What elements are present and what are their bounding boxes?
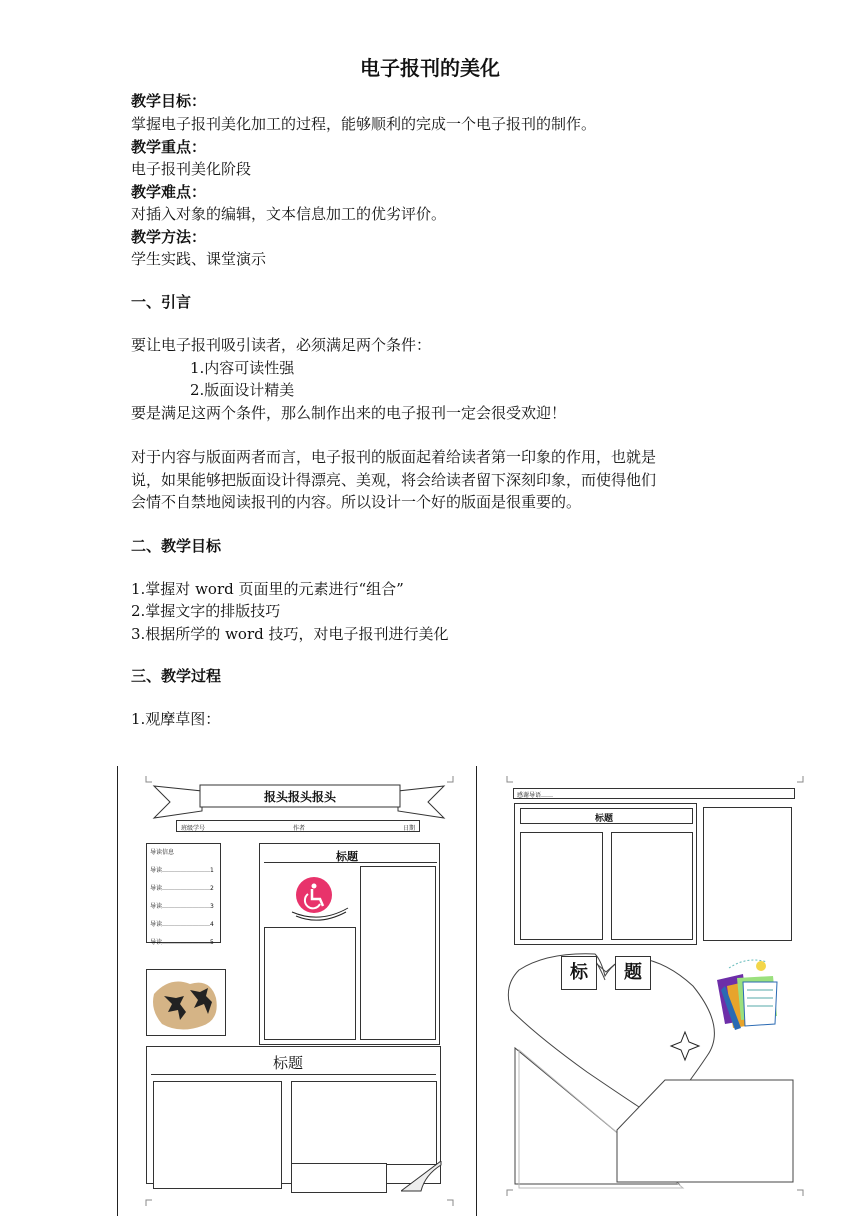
toc-item: 导读……………………5 [150,939,214,946]
page-title: 电子报刊的美化 [360,56,500,80]
title-underline [151,1074,436,1075]
leaves-clipart-icon [150,974,222,1032]
header-text: 感谢导语…… [517,792,554,799]
text-box [611,832,693,940]
info-class: 班级学号 [181,825,206,832]
toc-title: 导读信息 [150,849,175,856]
info-bar [176,820,420,832]
section-1-heading: 一、引言 [131,293,192,311]
text-box [360,866,436,1040]
toc-item: 导读……………………3 [150,903,214,910]
article-frame-2 [146,1046,441,1184]
text-box [291,1081,437,1165]
method-text: 学生实践、课堂演示 [131,250,267,268]
header-bar [513,788,795,799]
heart-title-char-1: 标 [561,956,597,990]
title-underline [264,862,437,863]
section-2-item-2: 2.掌握文字的排版技巧 [131,602,281,620]
section-2-item-1: 1.掌握对 word 页面里的元素进行“组合” [131,580,404,598]
text-box [264,927,356,1040]
key-text: 电子报刊美化阶段 [131,160,252,178]
article-frame-1 [259,843,440,1045]
section-2-item-3: 3.根据所学的 word 技巧，对电子报刊进行美化 [131,625,449,643]
page-curl-icon [401,1161,445,1193]
toc-item: 导读……………………2 [150,885,214,892]
difficulty-heading: 教学难点： [131,183,207,201]
section-1-paragraph-line-1: 对于内容与版面两者而言，电子报刊的版面起着给读者第一印象的作用，也就是 [131,448,657,466]
article-title-1: 标题 [336,850,358,863]
title-bar [520,808,693,824]
section-2-heading: 二、教学目标 [131,537,222,555]
section-1-item-1: 1.内容可读性强 [190,359,295,377]
goal-text: 掌握电子报刊美化加工的过程，能够顺利的完成一个电子报刊的制作。 [131,115,597,133]
text-box [703,807,792,941]
difficulty-text: 对插入对象的编辑，文本信息加工的优劣评价。 [131,205,447,223]
heart-layout-shapes [477,946,860,1206]
text-box [520,832,603,940]
section-3-heading: 三、教学过程 [131,667,222,685]
accessibility-icon [290,872,350,922]
key-heading: 教学重点： [131,138,207,156]
method-heading: 教学方法： [131,228,207,246]
masthead-text: 报头报头报头 [263,790,336,804]
layout-sketch-left [117,766,463,1216]
toc-item: 导读……………………1 [150,867,214,874]
section-1-paragraph-line-2: 说，如果能够把版面设计得漂亮、美观，将会给读者留下深刻印象，而使得他们 [131,471,657,489]
notebook-clipart-icon [717,960,777,1030]
section-1-item-2: 2.版面设计精美 [190,381,295,399]
zigzag-connector [597,960,615,974]
info-date: 日期 [403,825,416,832]
section-1-intro: 要让电子报刊吸引读者，必须满足两个条件： [131,336,432,354]
title-text: 标题 [595,814,614,824]
toc-item: 导读……………………4 [150,921,214,928]
text-box [291,1163,387,1193]
article-title-2: 标题 [273,1054,304,1072]
layout-sketch-right [476,766,860,1216]
section-1-paragraph-line-3: 会情不自禁地阅读报刊的内容。所以设计一个好的版面是很重要的。 [131,493,582,511]
clipart-frame [146,969,226,1036]
goal-heading: 教学目标： [131,92,207,110]
section-3-item-1: 1.观摩草图： [131,710,221,728]
section-1-conclusion: 要是满足这两个条件，那么制作出来的电子报刊一定会很受欢迎！ [131,404,567,422]
top-frame [514,803,697,945]
toc-box [146,843,221,946]
heart-title-char-2: 题 [615,956,651,990]
info-author: 作者 [293,825,306,832]
text-box [153,1081,282,1189]
